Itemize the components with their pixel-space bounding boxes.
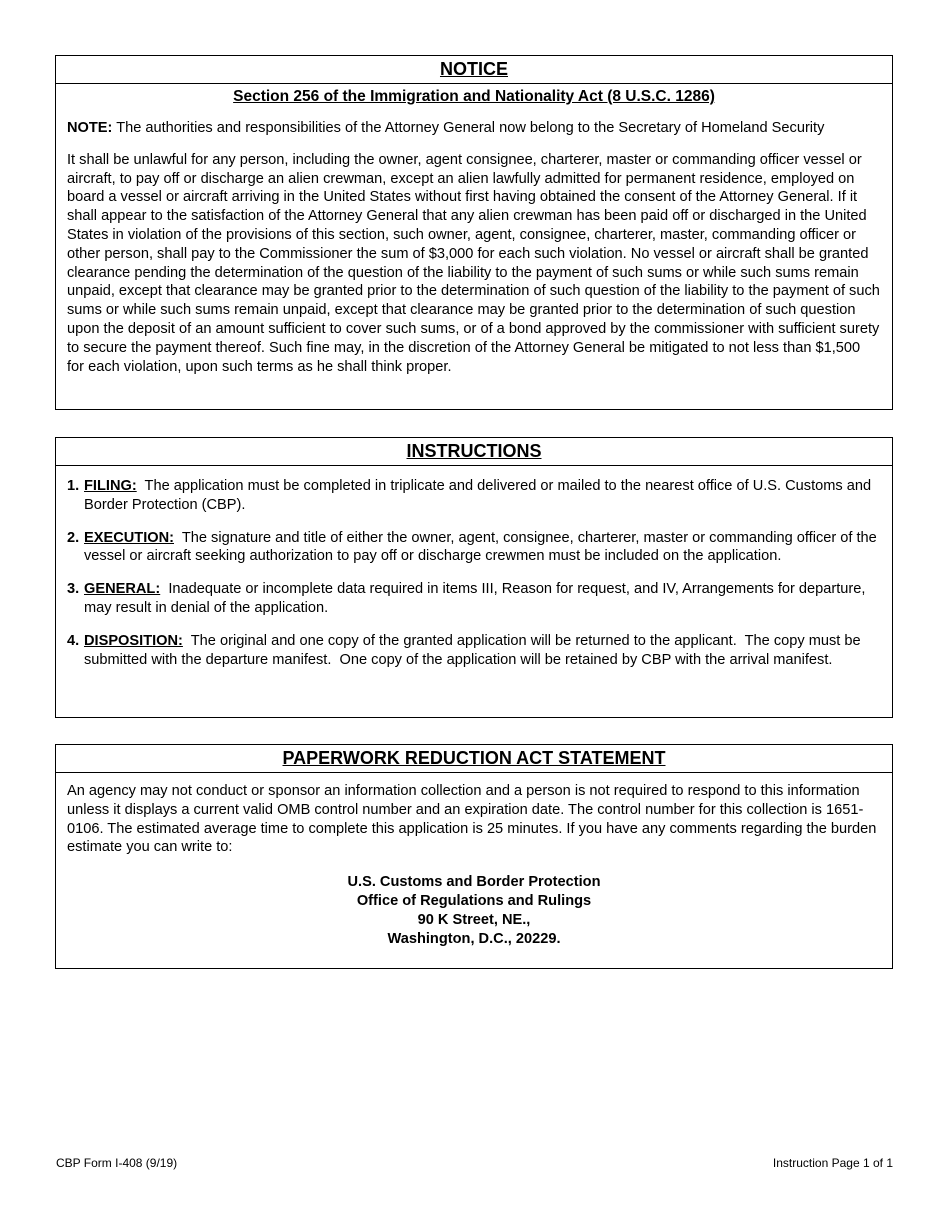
- paperwork-title: PAPERWORK REDUCTION ACT STATEMENT: [56, 745, 892, 773]
- instruction-body: The original and one copy of the granted application will be returned to the applicant. The copy must be submitted with the departure manifest. One copy of the application will be retained by CBP with the arrival manifest.: [84, 632, 865, 668]
- instruction-text: [84, 477, 881, 515]
- instruction-item-execution: [67, 529, 881, 567]
- instruction-number: 2.: [67, 529, 80, 546]
- instruction-number: 4.: [67, 632, 80, 649]
- instruction-item-disposition: [67, 632, 881, 670]
- page-number: Instruction Page 1 of 1: [772, 1156, 893, 1170]
- address-line: Washington, D.C., 20229.: [387, 930, 561, 947]
- notice-title: NOTICE: [56, 56, 892, 84]
- instruction-label: GENERAL:: [84, 581, 161, 598]
- address-line: 90 K Street, NE.,: [417, 911, 531, 928]
- note-text: The authorities and responsibilities of the Attorney General now belong to the Secretary of Homeland Security: [112, 120, 825, 136]
- instruction-label: EXECUTION:: [84, 529, 174, 546]
- instruction-label: DISPOSITION:: [84, 632, 183, 649]
- paperwork-section: [55, 744, 893, 969]
- instruction-body: The application must be completed in triplicate and delivered or mailed to the nearest office of U.S. Customs and Border Protection (CBP).: [84, 478, 876, 513]
- instruction-number: 1.: [67, 478, 80, 494]
- address-line: Office of Regulations and Rulings: [356, 892, 592, 909]
- instruction-text: [84, 529, 881, 567]
- instructions-title: INSTRUCTIONS: [56, 438, 892, 466]
- notice-body: It shall be unlawful for any person, including the owner, agent consignee, charterer, master or commanding officer vessel or aircraft, to pay off or discharge an alien crewman, except an alien lawfully admitted for permanent residence, employed on board a vessel or aircraft arriving in the United States without first having obtained the consent of the Attorney General. If it shall appear to the satisfaction of the Attorney General that any alien crewman has been paid off or discharged in the United States in violation of the provisions of this section, such owner, agent, consignee, charterer, master, commanding officer or other person, shall pay to the Commissioner the sum of $3,000 for each such violation. No vessel or aircraft shall be granted clearance pending the determination of the question of the liability to the payment of such sums or while such sums remain unpaid, except that clearance may be granted prior to the determination of such question of the liability to the payment of such sums or while such sums remain unpaid, except that clearance may be granted prior to the determination of such question upon the deposit of an amount sufficient to cover such sums, or of a bond approved by the commissioner with sufficient surety to secure the payment thereof. Such fine may, in the discretion of the Attorney General be mitigated to not less than $1,500 for each violation, upon such terms as he shall think proper.: [67, 151, 880, 375]
- instruction-number: 3.: [67, 581, 80, 598]
- note-label: NOTE:: [67, 120, 113, 136]
- notice-section: [55, 55, 893, 410]
- paperwork-body: An agency may not conduct or sponsor an information collection and a person is not required to respond to this information unless it displays a current valid OMB control number and an expiration date. The control number for this collection is 1651-0106. The estimated average time to complete this application is 25 minutes. If you have any comments regarding the burden estimate you can write to:: [67, 783, 877, 856]
- instructions-section: [55, 437, 893, 718]
- address-line: U.S. Customs and Border Protection: [347, 874, 601, 891]
- notice-note: [67, 119, 881, 138]
- instruction-label: FILING:: [84, 478, 137, 494]
- instruction-body: The signature and title of either the owner, agent, consignee, charterer, master or commanding officer of the vessel or aircraft seeking authorization to pay off or discharge crewmen must be included on the application.: [84, 529, 881, 565]
- instruction-item-filing: [67, 477, 881, 515]
- instruction-text: [84, 580, 881, 618]
- form-id: CBP Form I-408 (9/19): [56, 1156, 178, 1170]
- notice-subtitle: Section 256 of the Immigration and Nationality Act (8 U.S.C. 1286): [233, 88, 715, 105]
- instruction-body: Inadequate or incomplete data required in items III, Reason for request, and IV, Arrangements for departure, may result in denial of the application.: [84, 581, 870, 616]
- mailing-address: [56, 873, 892, 948]
- instruction-item-general: [67, 580, 881, 618]
- instruction-text: [84, 632, 881, 670]
